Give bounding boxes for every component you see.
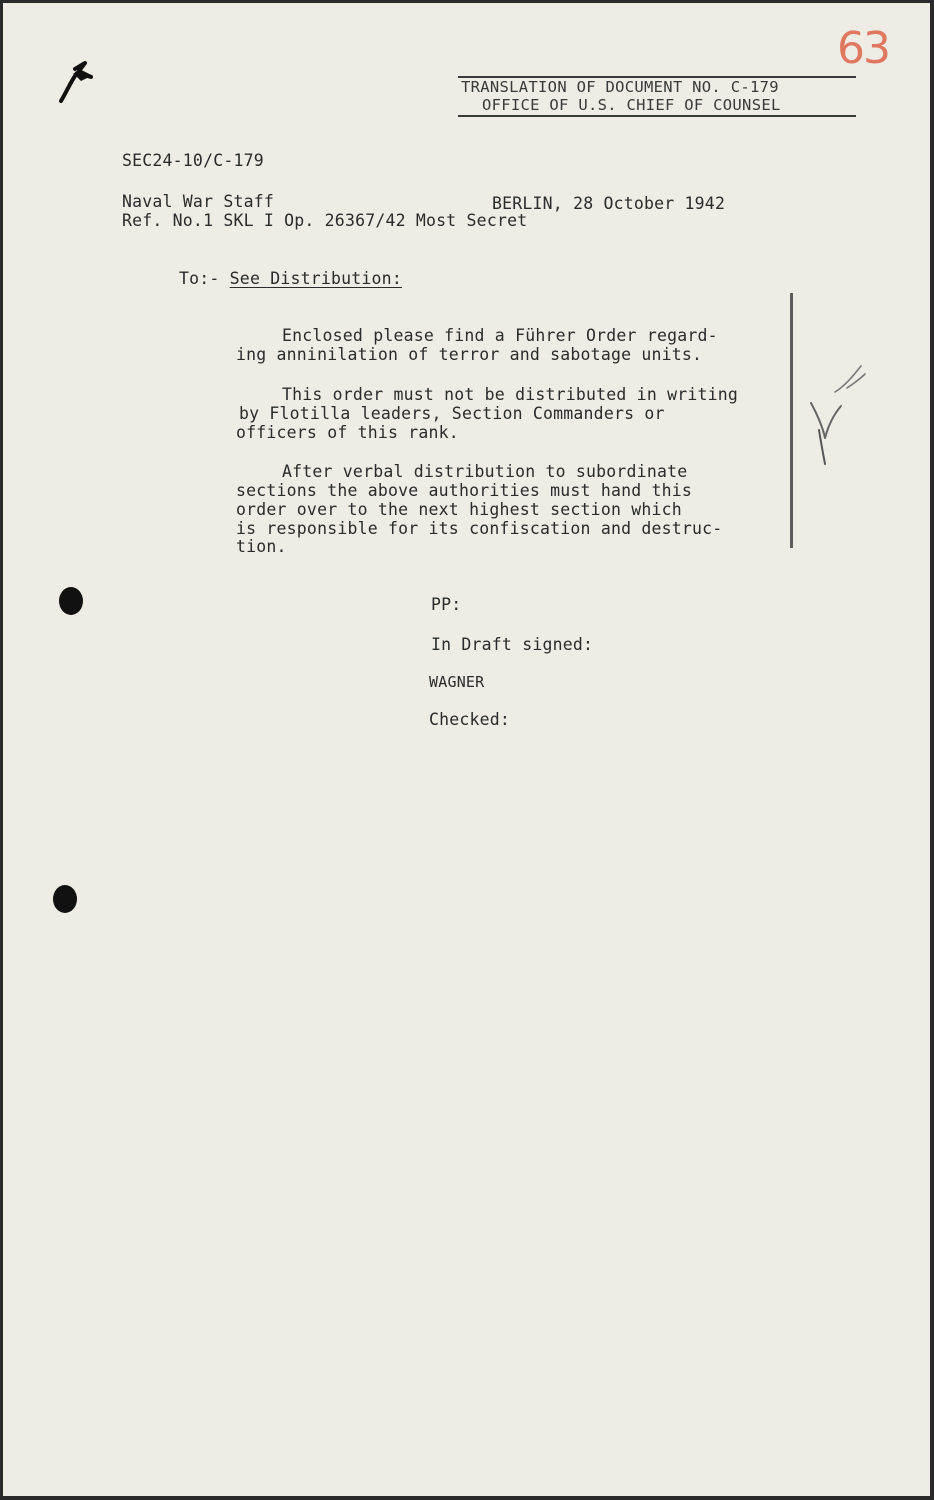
document-page <box>3 3 930 1496</box>
body-paragraph-3-line-5: tion. <box>236 537 287 556</box>
punch-hole <box>53 885 77 913</box>
body-paragraph-3-line-4: is responsible for its confiscation and destruc- <box>236 519 723 538</box>
signatory-name: WAGNER <box>429 673 485 691</box>
translation-header <box>458 76 856 117</box>
handwritten-check-mark-icon <box>55 51 105 111</box>
body-paragraph-1-line-2: ing anninilation of terror and sabotage units. <box>236 345 703 364</box>
pp-label: PP: <box>431 595 462 614</box>
recipient-line <box>179 269 402 288</box>
page-number: 63 <box>837 23 889 74</box>
checked-label: Checked: <box>429 710 511 729</box>
handwritten-initials-icon <box>801 358 873 470</box>
reference-code: SEC24-10/C-179 <box>122 151 264 170</box>
punch-hole <box>59 587 83 615</box>
body-paragraph-2-line-3: officers of this rank. <box>236 423 459 442</box>
body-paragraph-2-line-2: by Flotilla leaders, Section Commanders or <box>239 404 665 423</box>
body-paragraph-3-line-3: order over to the next highest section which <box>236 500 682 519</box>
body-paragraph-2-line-1: This order must not be distributed in writing <box>282 385 739 404</box>
header-line-2: OFFICE OF U.S. CHIEF OF COUNSEL <box>458 96 856 117</box>
place-date: BERLIN, 28 October 1942 <box>492 194 726 213</box>
header-line-1: TRANSLATION OF DOCUMENT NO. C-179 <box>458 76 856 96</box>
sender-line-2: Ref. No.1 SKL I Op. 26367/42 Most Secret <box>122 211 528 230</box>
recipient: See Distribution: <box>229 269 402 288</box>
sender-line-1: Naval War Staff <box>122 192 275 211</box>
body-paragraph-3-line-2: sections the above authorities must hand this <box>236 481 693 500</box>
margin-bar <box>790 293 793 548</box>
recipient-prefix: To:- <box>179 269 230 288</box>
body-paragraph-1-line-1: Enclosed please find a Führer Order regard- <box>282 326 718 345</box>
draft-signed-label: In Draft signed: <box>431 635 594 654</box>
body-paragraph-3-line-1: After verbal distribution to subordinate <box>282 462 688 481</box>
